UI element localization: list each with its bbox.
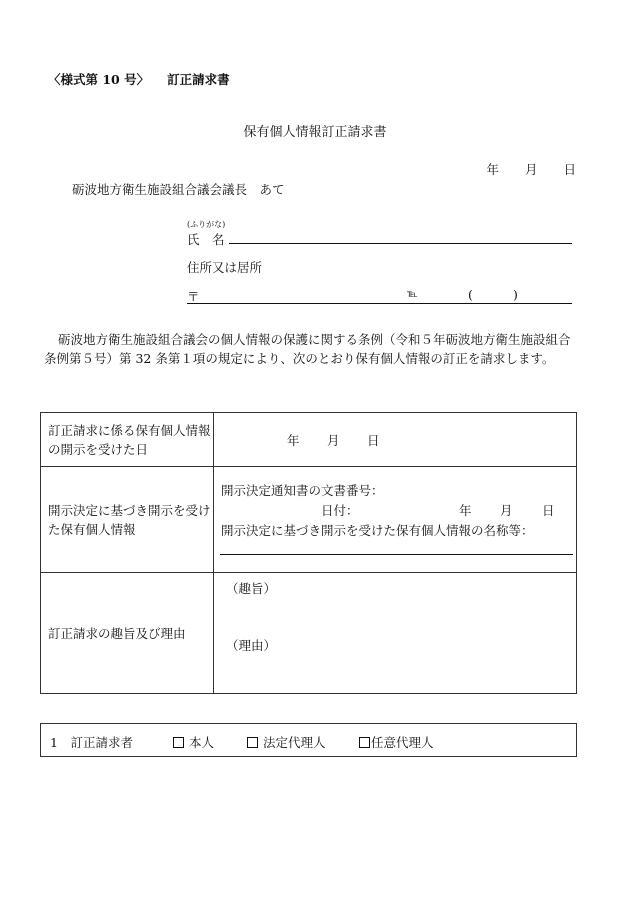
date-month: 月 bbox=[524, 162, 538, 177]
row2-day: 日 bbox=[542, 503, 555, 518]
disclosure-date-cell[interactable] bbox=[214, 413, 577, 467]
info-name-field[interactable] bbox=[220, 554, 573, 555]
postal-mark: 〒 bbox=[187, 289, 200, 304]
table-row bbox=[41, 573, 577, 694]
addressee: 砺波地方衛生施設組合議会議長 あて bbox=[72, 182, 285, 197]
doc-date-label: 日付： bbox=[321, 503, 359, 518]
purpose-label: （趣旨） bbox=[226, 581, 277, 596]
tel-paren-close: ) bbox=[513, 287, 518, 302]
request-date bbox=[486, 160, 576, 178]
purpose-reason-cell[interactable] bbox=[214, 573, 577, 694]
request-table bbox=[40, 412, 577, 694]
form-header bbox=[48, 70, 230, 88]
address-field[interactable] bbox=[187, 303, 572, 304]
option-legal-agent[interactable] bbox=[247, 733, 326, 751]
purpose-reason-label: 訂正請求の趣旨及び理由 bbox=[41, 573, 214, 694]
page-title: 保有個人情報訂正請求書 bbox=[243, 125, 387, 140]
tel-mark: ℡ bbox=[407, 289, 418, 300]
disclosure-date-label: 訂正請求に係る保有個人情報の開示を受けた日 bbox=[41, 413, 214, 467]
address-label: 住所又は居所 bbox=[187, 260, 263, 275]
requester-type-box bbox=[40, 723, 577, 757]
table-row bbox=[41, 467, 577, 573]
body-paragraph: 砺波地方衛生施設組合議会の個人情報の保護に関する条例（令和５年砺波地方衛生施設組合条例第５号）第 32 条第１項の規定により、次のとおり保有個人情報の訂正を請求します。 bbox=[44, 332, 571, 366]
checkbox-voluntary-agent[interactable] bbox=[359, 737, 370, 748]
row2-year: 年 bbox=[459, 503, 472, 518]
furigana-label: (ふりがな) bbox=[187, 220, 226, 229]
option-voluntary-agent[interactable] bbox=[359, 733, 434, 751]
checkbox-legal-agent[interactable] bbox=[247, 737, 258, 748]
option-self-label: 本人 bbox=[189, 735, 215, 750]
date-day: 日 bbox=[563, 162, 576, 177]
requester-type-label: 1 訂正請求者 bbox=[50, 735, 133, 750]
info-name-label: 開示決定に基づき開示を受けた保有個人情報の名称等： bbox=[221, 523, 534, 538]
form-number: 〈様式第 10 号〉 bbox=[48, 72, 150, 87]
name-label: 氏 名 bbox=[187, 232, 225, 247]
tel-paren-open: ( bbox=[468, 287, 473, 302]
option-voluntary-agent-label: 任意代理人 bbox=[371, 735, 434, 750]
name-field[interactable] bbox=[229, 243, 572, 244]
row1-day: 日 bbox=[367, 433, 380, 448]
doc-number-label: 開示決定通知書の文書番号： bbox=[221, 483, 384, 498]
option-self[interactable] bbox=[173, 733, 214, 751]
date-year: 年 bbox=[486, 162, 499, 177]
option-legal-agent-label: 法定代理人 bbox=[263, 735, 326, 750]
table-row bbox=[41, 413, 577, 467]
row1-year: 年 bbox=[287, 433, 300, 448]
form-type-title: 訂正請求書 bbox=[167, 72, 230, 87]
disclosed-info-label: 開示決定に基づき開示を受けた保有個人情報 bbox=[41, 467, 214, 573]
disclosed-info-cell[interactable] bbox=[214, 467, 577, 573]
row1-month: 月 bbox=[327, 433, 340, 448]
reason-label: （理由） bbox=[226, 638, 277, 653]
row2-month: 月 bbox=[500, 503, 513, 518]
checkbox-self[interactable] bbox=[173, 737, 184, 748]
